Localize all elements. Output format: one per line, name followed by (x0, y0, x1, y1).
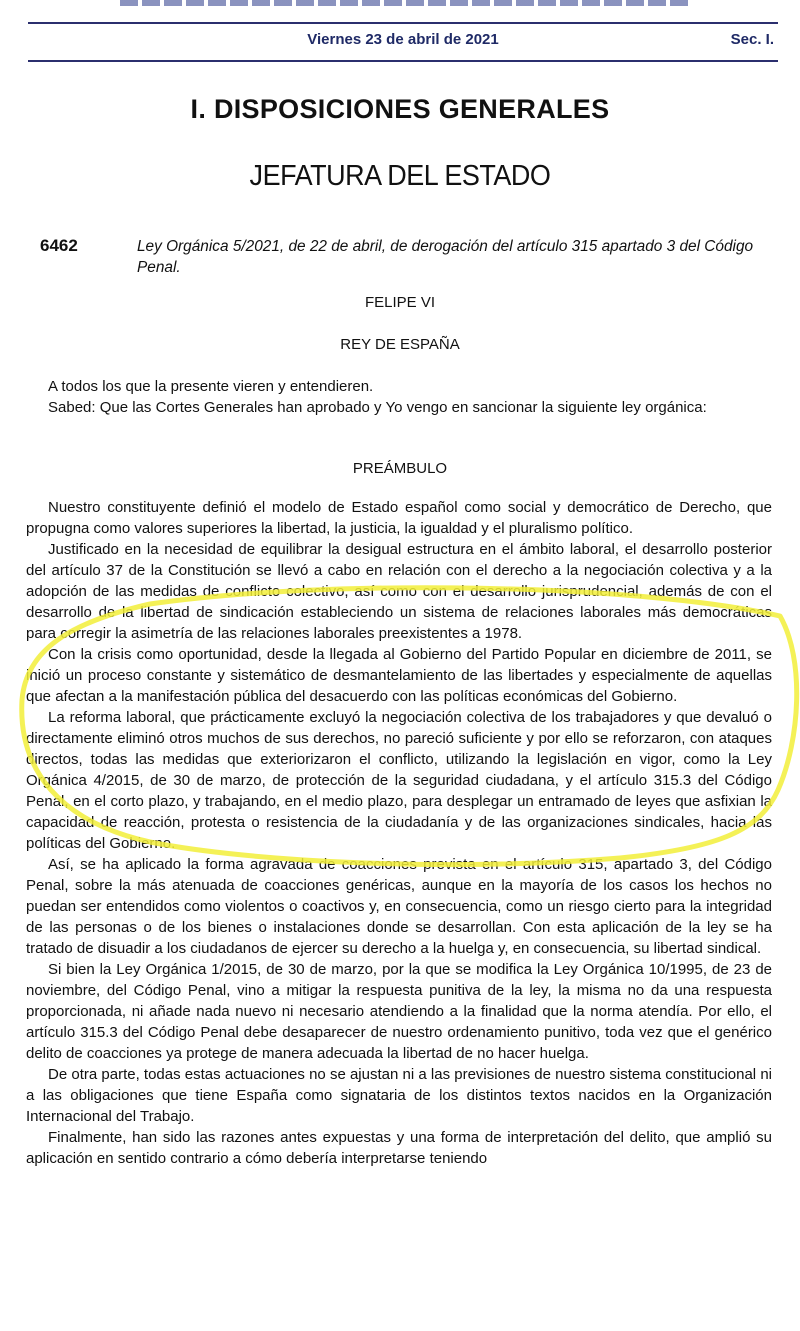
preamble-heading: PREÁMBULO (352, 460, 448, 477)
preamble-paragraph: Justificado en la necesidad de equilibrar la desigual estructura en el ámbito laboral, el desarrollo posterior del artículo 37 de la Constitución se llevó a cabo en relación con el derecho a la negociación colectiva y a la adopción de las medidas de conflicto colectivo, así como con el desarrollo jurisprudencial, además de con el desarrollo de la libertad de sindicación estableciendo un sistema de relaciones laborales más democráticas para corregir la asimetría de las relaciones laborales preexistentes a 1978. (26, 541, 772, 642)
preamble-paragraph: La reforma laboral, que prácticamente excluyó la negociación colectiva de los trabajadores y que devaluó o directamente eliminó otros muchos de sus derechos, no pareció suficiente y por ello se reforzaron, con ataques directos, todas las medidas que exteriorizaron el conflicto, utilizando la legislación en vigor, como la Ley Orgánica 4/2015, de 30 de marzo, de protección de la seguridad ciudadana, y el artículo 315.3 del Código Penal, en el corto plazo, y trabajando, en el medio plazo, para desplegar un entramado de leyes que asfixian la capacidad de reacción, protesta o resistencia de la ciudadanía y de las organizaciones sindicales, hacia las políticas del Gobierno. (26, 709, 772, 852)
preamble-paragraph: Si bien la Ley Orgánica 1/2015, de 30 de marzo, por la que se modifica la Ley Orgánica 10/1995, de 23 de noviembre, del Código Penal, vino a mitigar la respuesta punitiva de la ley, la misma no da una respuesta proporcionada, ni añade nada nuevo ni necesario atendiendo a la finalidad que la norma atendía. Por ello, el artículo 315.3 del Código Penal debe desaparecer de nuestro ordenamiento punitivo, toda vez que el genérico delito de coacciones ya protege de manera adecuada la libertad de no hacer huelga. (26, 961, 772, 1062)
intro-paragraph: Sabed: Que las Cortes Generales han aprobado y Yo vengo en sancionar la siguiente ley orgánica: (48, 399, 707, 416)
top-edge-cutoff (120, 0, 690, 6)
preamble-paragraph: Nuestro constituyente definió el modelo de Estado español como social y democrático de Derecho, que propugna como valores superiores la libertad, la justicia, la igualdad y el pluralismo político. (26, 499, 772, 537)
intro-block (26, 376, 772, 418)
preamble-paragraph: De otra parte, todas estas actuaciones no se ajustan ni a las previsiones de nuestro sistema constitucional ni a las obligaciones que tiene España como signataria de los distintos textos nacidos en la Organización Internacional del Trabajo. (26, 1066, 772, 1125)
page-header (28, 22, 778, 62)
organization-title: JEFATURA DEL ESTADO (249, 160, 551, 192)
law-number: 6462 (40, 236, 78, 255)
preamble-paragraph: Finalmente, han sido las razones antes expuestas y una forma de interpretación del delito, que amplió su aplicación en sentido contrario a cómo debería interpretarse teniendo (26, 1129, 772, 1167)
king-name: FELIPE VI (364, 294, 436, 311)
section-title: I. DISPOSICIONES GENERALES (190, 94, 610, 124)
header-date: Viernes 23 de abril de 2021 (307, 31, 499, 48)
preamble-body (26, 497, 772, 1169)
preamble-paragraph: Con la crisis como oportunidad, desde la llegada al Gobierno del Partido Popular en diciembre de 2011, se inició un proceso constante y sistemático de desmantelamiento de las libertades y especialmente de aquellas que afectan a la manifestación pública del desacuerdo con las políticas económicas del Gobierno. (26, 646, 772, 705)
header-section: Sec. I. (730, 31, 774, 48)
king-title: REY DE ESPAÑA (340, 336, 460, 353)
intro-paragraph: A todos los que la presente vieren y entendieren. (48, 378, 374, 395)
law-title: Ley Orgánica 5/2021, de 22 de abril, de derogación del artículo 315 apartado 3 del Código Penal. (137, 238, 754, 276)
preamble-paragraph: Así, se ha aplicado la forma agravada de coacciones prevista en el artículo 315, apartado 3, del Código Penal, sobre la más atenuada de coacciones genéricas, aunque en la mayoría de los casos los hechos no puedan ser entendidos como violentos o coactivos y, en consecuencia, como un riesgo cierto para la integridad de las personas o de los bienes o instalaciones donde se desarrollan. Con esta aplicación de la ley se ha tratado de disuadir a los ciudadanos de ejercer su derecho a la huelga y, en consecuencia, su libertad sindical. (26, 856, 772, 957)
